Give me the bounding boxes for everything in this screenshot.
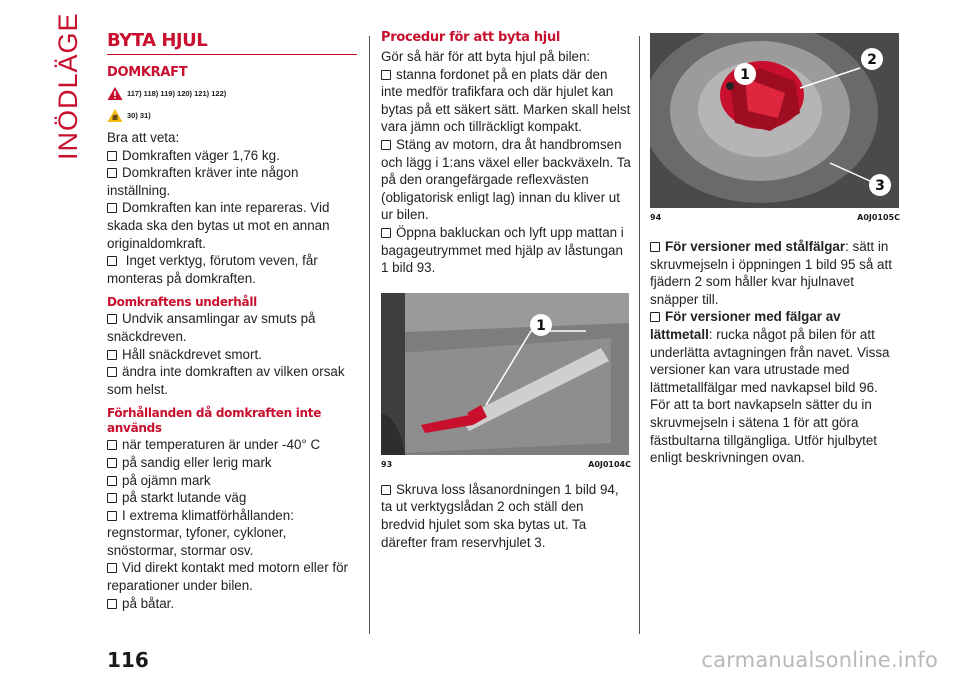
figure-93-callout: 1 (536, 317, 546, 334)
checkbox-bullet-icon (107, 168, 117, 178)
figure-94-callout-1: 1 (740, 67, 750, 83)
checkbox-bullet-icon (107, 350, 117, 360)
list-item: ändra inte domkraften av vilken orsak som helst. (107, 364, 345, 397)
figure-94-callout-2: 2 (867, 52, 877, 68)
section-heading-procedure: Procedur för att byta hjul (381, 30, 561, 45)
list-item: Skruva loss låsanordningen 1 bild 94, ta ut verktygslådan 2 och ställ den bredvid hjulet som ska bytas ut. Ta därefter fram reservhjulet 3. (381, 481, 619, 550)
page-number: 116 (107, 648, 149, 672)
checkbox-bullet-icon (650, 242, 660, 252)
checkbox-bullet-icon (107, 314, 117, 324)
checkbox-bullet-icon (381, 228, 391, 238)
checkbox-bullet-icon (107, 493, 117, 503)
checkbox-bullet-icon (107, 440, 117, 450)
section-side-tab (48, 12, 88, 160)
list-item: stanna fordonet på en plats där den inte medför trafikfara och där hjulet kan bytas på ett säkert sätt. Marken skall helst vara jämn och tillräckligt kompakt. (381, 66, 631, 135)
checkbox-bullet-icon (650, 312, 660, 322)
checkbox-bullet-icon (107, 203, 117, 213)
checkbox-bullet-icon (107, 476, 117, 486)
intro-text: Bra att veta: (107, 130, 180, 145)
column-left (107, 30, 357, 612)
section-side-tab-label: INÖDLÄGE (53, 12, 83, 160)
section-heading-maintenance: Domkraftens underhåll (107, 295, 257, 310)
watermark: carmanualsonline.info (701, 648, 938, 672)
checkbox-bullet-icon (107, 563, 117, 573)
warning-reference (107, 85, 357, 102)
column-right (650, 30, 900, 467)
figure-93-number: 93 (381, 459, 393, 469)
list-item: när temperaturen är under -40° C (107, 436, 357, 454)
figure-94-image (650, 33, 899, 208)
column-middle (381, 30, 631, 551)
section-heading-conditions: Förhållanden då domkraften inte används (107, 406, 322, 436)
list-item: Stäng av motorn, dra åt handbromsen och lägg i 1:ans växel eller backväxeln. Ta på den orangefärgade reflexvästen (obligatorisk enligt lag) innan du kliver ut ur bilen. (381, 136, 631, 223)
list-item: Håll snäckdrevet smort. (107, 346, 357, 364)
intro-text: Gör så här för att byta hjul på bilen: (381, 49, 591, 64)
list-item: Vid direkt kontakt med motorn eller för reparationer under bilen. (107, 560, 349, 594)
column-divider (369, 36, 370, 634)
figure-93-code: A0J0104C (588, 459, 631, 469)
checkbox-bullet-icon (107, 458, 117, 468)
list-item: på båtar. (107, 595, 357, 613)
figure-93-caption (381, 460, 631, 469)
caution-reference (107, 107, 357, 124)
list-item: Öppna bakluckan och lyft upp mattan i bagageutrymmet med hjälp av låstungan 1 bild 93. (381, 224, 624, 276)
caution-refs: 30) 31) (127, 111, 151, 120)
list-item: Domkraften väger 1,76 kg. (107, 147, 357, 165)
list-item: Undvik ansamlingar av smuts på snäckdreven. (107, 311, 316, 344)
page-title: BYTA HJUL (107, 30, 357, 55)
figure-94-number: 94 (650, 213, 662, 222)
warning-refs: 117) 118) 119) 120) 121) 122) (127, 89, 227, 98)
checkbox-bullet-icon (107, 599, 117, 609)
list-item: på ojämn mark (107, 472, 357, 490)
figure-94-code: A0J0105C (857, 213, 900, 222)
caution-hand-icon (107, 108, 123, 123)
list-item: För versioner med fälgar av lättmetall: rucka något på bilen för att underlätta avtagningen från navet. Vissa versioner kan vara utrustade med lättmetallfälgar med navkapsel bild 96. För att ta bort navkapseln sätter du in skruvmejseln i sätena 1 för att göra fästbultarna tillgängliga. Utför hjulbytet enligt beskrivningen ovan. (650, 309, 890, 466)
checkbox-bullet-icon (381, 485, 391, 495)
list-item: För versioner med stålfälgar: sätt in skruvmejseln i öppningen 1 bild 95 så att fjädern 2 som håller kvar hjulnavet snäpper till. (650, 239, 892, 307)
checkbox-bullet-icon (107, 256, 117, 266)
list-item: Domkraften kan inte repareras. Vid skada ska den bytas ut mot en annan originaldomkraft. (107, 200, 330, 251)
checkbox-bullet-icon (381, 140, 391, 150)
list-item: på sandig eller lerig mark (107, 454, 357, 472)
checkbox-bullet-icon (107, 367, 117, 377)
figure-93-image (381, 293, 629, 455)
checkbox-bullet-icon (381, 70, 391, 80)
column-divider (639, 36, 640, 634)
figure-94-callout-3: 3 (875, 178, 885, 194)
figure-94-caption (650, 213, 900, 222)
section-heading-jack: DOMKRAFT (107, 65, 188, 80)
warning-triangle-icon (107, 86, 123, 101)
checkbox-bullet-icon (107, 151, 117, 161)
list-item: på starkt lutande väg (107, 489, 357, 507)
list-item: Domkraften kräver inte någon inställning. (107, 165, 299, 198)
list-item: Inget verktyg, förutom veven, får monteras på domkraften. (107, 253, 318, 286)
checkbox-bullet-icon (107, 511, 117, 521)
list-item: I extrema klimatförhållanden: regnstormar, tyfoner, cykloner, snöstormar, stormar osv. (107, 507, 294, 558)
